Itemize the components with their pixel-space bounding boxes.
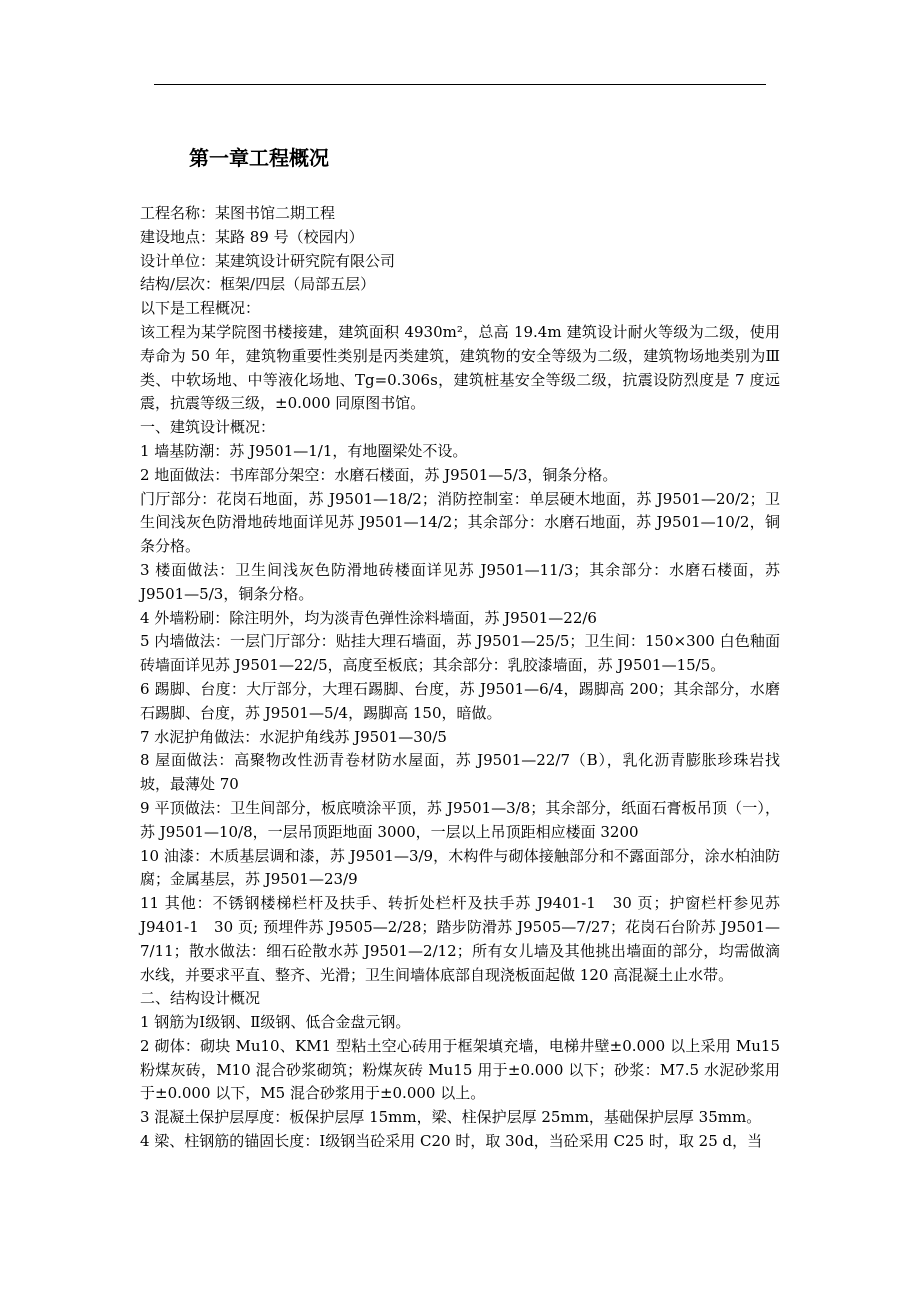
header-rule	[154, 84, 766, 85]
list-item: 2 地面做法：书库部分架空：水磨石楼面，苏 J9501—5/3，铜条分格。	[140, 465, 618, 484]
overview-intro-line: 以下是工程概况：	[140, 299, 261, 318]
list-item: 1 墙基防潮：苏 J9501—1/1，有地圈梁处不设。	[140, 441, 468, 460]
overview-paragraph: 该工程为某学院图书楼接建，建筑面积 4930m²，总高 19.4m 建筑设计耐火等级为二级，使用寿命为 50 年，建筑物重要性类别是丙类建筑，建筑物的安全等级为二级，建筑物场地类别为Ⅲ类、中软场地、中等液化场地、Tg=0.306s，建筑桩基安全等级二级，抗震设防烈度是 7 度远震，抗震等级三级，±0.000 同原图书馆。	[140, 322, 780, 413]
list-item: 3 混凝土保护层厚度：板保护层厚 15mm，梁、柱保护层厚 25mm，基础保护层厚 35mm。	[140, 1108, 762, 1127]
list-item: 2 砌体：砌块 Mu10、KM1 型粘土空心砖用于框架填充墙，电梯井壁±0.000 以上采用 Mu15 粉煤灰砖，M10 混合砂浆砌筑；粉煤灰砖 Mu15 用于±0.000 以下；砂浆：M7.5 水泥砂浆用于±0.000 以下，M5 混合砂浆用于±0.000 以上。	[140, 1036, 780, 1103]
project-name-line: 工程名称：某图书馆二期工程	[140, 204, 336, 222]
list-item: 6 踢脚、台度：大厅部分，大理石踢脚、台度，苏 J9501—6/4，踢脚高 200；其余部分，水磨石踢脚、台度，苏 J9501—5/4，踢脚高 150，暗做。	[140, 679, 780, 722]
section-heading-architecture: 一、建筑设计概况：	[140, 418, 276, 437]
project-location-line: 建设地点：某路 89 号（校园内）	[140, 227, 364, 246]
structure-level-line: 结构/层次：框架/四层（局部五层）	[140, 275, 376, 294]
list-item: 8 屋面做法：高聚物改性沥青卷材防水屋面，苏 J9501—22/7（B），乳化沥青膨胀珍珠岩找坡，最薄处 70	[140, 751, 780, 794]
chapter-title: 第一章工程概况	[189, 146, 329, 170]
design-unit-line: 设计单位：某建筑设计研究院有限公司	[140, 251, 396, 270]
list-item: 4 梁、柱钢筋的锚固长度：Ⅰ级钢当砼采用 C20 时，取 30d，当砼采用 C25 时，取 25 d，当	[140, 1132, 763, 1151]
list-item: 7 水泥护角做法：水泥护角线苏 J9501—30/5	[140, 727, 447, 746]
list-item: 10 油漆：木质基层调和漆，苏 J9501—3/9，木构件与砌体接触部分和不露面部分，涂水柏油防腐；金属基层，苏 J9501—23/9	[140, 846, 780, 889]
list-item: 4 外墙粉刷：除注明外，均为淡青色弹性涂料墙面，苏 J9501—22/6	[140, 608, 597, 627]
list-item: 3 楼面做法：卫生间浅灰色防滑地砖楼面详见苏 J9501—11/3；其余部分：水磨石楼面，苏 J9501—5/3，铜条分格。	[140, 560, 780, 603]
list-item: 1 钢筋为Ⅰ级钢、Ⅱ级钢、低合金盘元钢。	[140, 1013, 411, 1032]
document-body	[140, 202, 780, 1154]
list-item: 门厅部分：花岗石地面，苏 J9501—18/2；消防控制室：单层硬木地面，苏 J9501—20/2；卫生间浅灰色防滑地砖地面详见苏 J9501—14/2；其余部分：水磨石地面，苏 J9501—10/2，铜条分格。	[140, 489, 780, 556]
list-item: 5 内墙做法：一层门厅部分：贴挂大理石墙面，苏 J9501—25/5；卫生间：150×300 白色釉面砖墙面详见苏 J9501—22/5，高度至板底；其余部分：乳胶漆墙面，苏 J9501—15/5。	[140, 632, 780, 675]
list-item: 9 平顶做法：卫生间部分，板底喷涂平顶，苏 J9501—3/8；其余部分，纸面石膏板吊顶（一），苏 J9501—10/8，一层吊顶距地面 3000，一层以上吊顶距相应楼面 3200	[140, 798, 780, 841]
list-item: 11 其他：不锈钢楼梯栏杆及扶手、转折处栏杆及扶手苏 J9401-1 30 页；护窗栏杆参见苏 J9401-1 30 页; 预埋件苏 J9505—2/28；踏步防滑苏 J9505—7/27；花岗石台阶苏 J9501—7/11；散水做法：细石砼散水苏 J9501—2/12；所有女儿墙及其他挑出墙面的部分，均需做滴水线，并要求平直、整齐、光滑；卫生间墙体底部自现浇板面起做 120 高混凝土止水带。	[140, 894, 780, 984]
section-heading-structure: 二、结构设计概况	[140, 989, 261, 1008]
